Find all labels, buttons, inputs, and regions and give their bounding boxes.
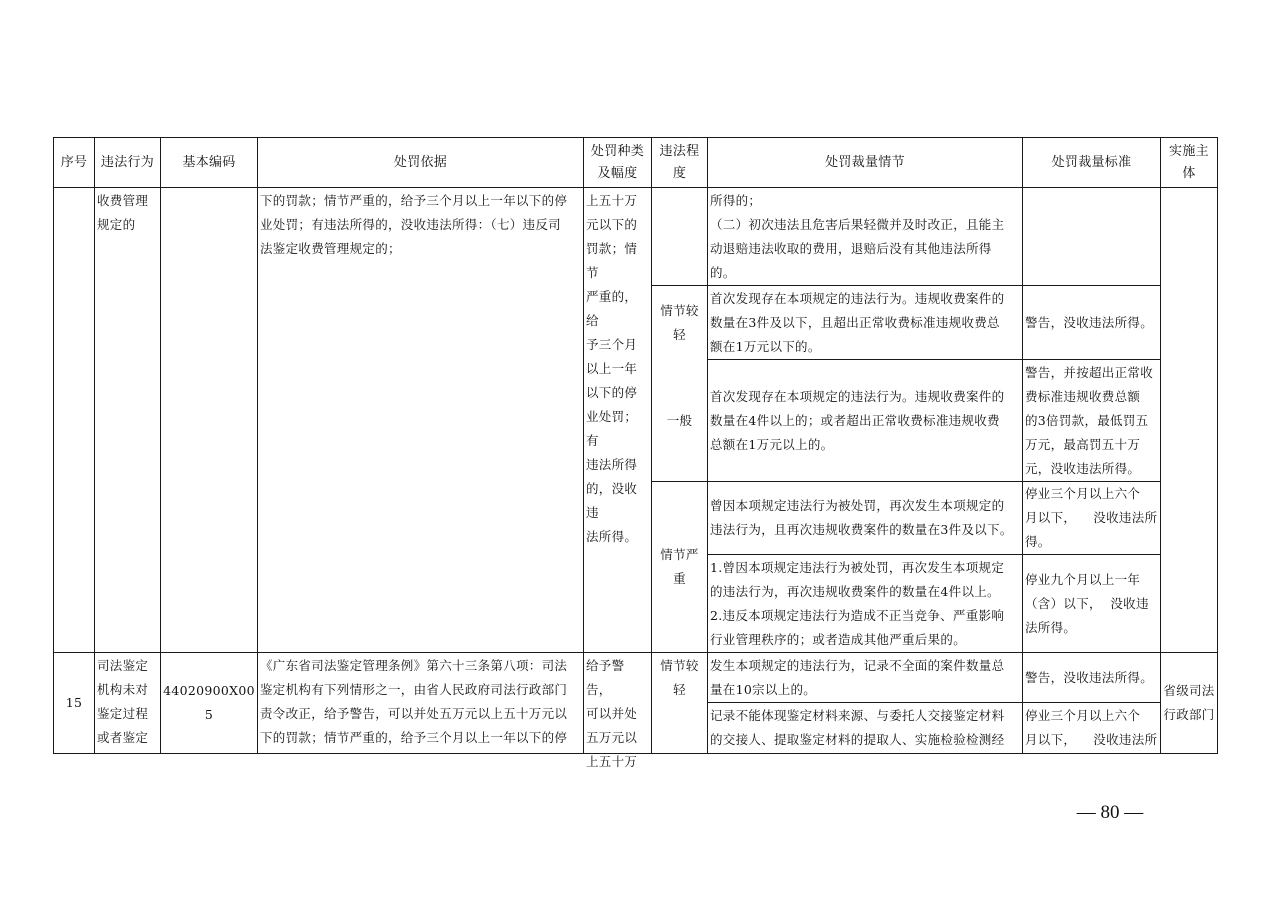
row15-violation: 司法鉴定 机构未对 鉴定过程 或者鉴定	[97, 658, 149, 745]
header-circumstances: 处罚裁量情节	[825, 154, 905, 170]
row15-circumstance-1: 发生本项规定的违法行为，记录不全面的案件数量总 量在10宗以上的。	[710, 658, 1005, 697]
row14-standard-1	[1023, 286, 1160, 359]
page-number: — 80 —	[1076, 802, 1144, 823]
row15-serial	[54, 653, 94, 753]
serial-number: 15	[65, 695, 83, 710]
circumstance-text: 首次发现存在本项规定的违法行为。违规收费案件的 数量在3件及以下，且超出正常收费标准违规收费总 额在1万元以下的。	[710, 290, 1005, 354]
header-standards: 处罚裁量标准	[1051, 154, 1132, 170]
row15-standard-1	[1023, 653, 1160, 702]
degree-label: 情节较 轻	[660, 657, 699, 697]
circumstance-text: 1.曾因本项规定违法行为被处罚，再次发生本项规定 的违法行为，再次违规收费案件的数量在4件以上。 2.违反本项规定违法行为造成不正当竞争、严重影响 行业管理秩序的；或者造成其他严重后果的。	[710, 559, 1005, 647]
row14-circumstance-4	[708, 482, 1022, 554]
standard-text: 警告，没收违法所得。	[1025, 314, 1154, 330]
row14-degree-general	[652, 360, 707, 481]
header-violation: 违法行为	[100, 154, 155, 170]
basic-code: 44020900X005	[163, 683, 255, 722]
degree-label: 情节较 轻	[660, 302, 699, 342]
row15-basis: 《广东省司法鉴定管理条例》第六十三条第八项：司法 鉴定机构有下列情形之一，由省人民政府司法行政部门 责令改正，给予警告，可以并处五万元以上五十万元以 下的罚款；情节严重的，给予三个月以上一年以下的停	[260, 658, 568, 745]
degree-label: 情节严 重	[660, 547, 699, 586]
row14-circumstance-2	[708, 286, 1022, 359]
standard-text: 警告，没收违法所得。	[1025, 669, 1154, 685]
row14-degree-minor	[652, 286, 707, 359]
header-code: 基本编码	[182, 154, 236, 170]
standard-text: 停业三个月以上六个 月以下， 没收违法所 得。	[1025, 486, 1158, 549]
row14-standard-2	[1023, 360, 1160, 481]
row14-violation: 收费管理 规定的	[97, 193, 149, 232]
row15-degree-minor	[652, 653, 707, 702]
header-authority: 实施主体	[1169, 143, 1209, 181]
row15-authority	[1161, 653, 1217, 753]
row14-penalty-range: 上五十万 元以下的 罚款；情节 严重的，给 予三个月 以上一年 以下的停 业处罚；有 违法所得 的，没收违 法所得。	[586, 193, 638, 544]
table-border-right	[1217, 137, 1218, 754]
standard-text: 停业九个月以上一年 （含）以下， 没收违 法所得。	[1025, 571, 1149, 635]
header-penalty-range: 处罚种类 及幅度	[590, 143, 645, 181]
row15-standard-2: 停业三个月以上六个 月以下， 没收违法所	[1025, 708, 1158, 747]
header-serial: 序号	[60, 154, 88, 170]
standard-text: 警告，并按超出正常收 费标准违规收费总额 的3倍罚款，最低罚五 万元，最高罚五十万 元，没收违法所得。	[1025, 364, 1154, 476]
penalty-table	[53, 137, 1218, 769]
row14-basis: 下的罚款；情节严重的，给予三个月以上一年以下的停 业处罚；有违法所得的，没收违法所得：（七）违反司 法鉴定收费管理规定的；	[260, 193, 568, 256]
row14-circumstance-1: 所得的； （二）初次违法且危害后果轻微并及时改正，且能主 动退赔违法收取的费用，退赔后没有其他违法所得 的。	[710, 193, 1005, 280]
degree-label: 一般	[666, 412, 693, 428]
row14-standard-4	[1023, 555, 1160, 652]
header-degree: 违法程 度	[659, 143, 700, 181]
circumstance-text: 首次发现存在本项规定的违法行为。违规收费案件的 数量在4件以上的；或者超出正常收费标准违规收费 总额在1万元以上的。	[710, 388, 1005, 452]
authority-text: 省级司法 行政部门	[1163, 683, 1215, 722]
row14-standard-3	[1023, 482, 1160, 554]
row14-circumstance-3	[708, 360, 1022, 481]
header-basis: 处罚依据	[393, 154, 448, 170]
row15-code	[161, 653, 257, 753]
row14-degree-severe	[652, 482, 707, 652]
row15-circumstance-2: 记录不能体现鉴定材料来源、与委托人交接鉴定材料 的交接人、提取鉴定材料的提取人、实施检验检测经	[710, 708, 1005, 747]
circumstance-text: 曾因本项规定违法行为被处罚，再次发生本项规定的 违法行为，且再次违规收费案件的数量在3件及以下。	[710, 498, 1013, 537]
row14-circumstance-5	[708, 555, 1022, 652]
row15-penalty-range: 给予警告， 可以并处 五万元以 上五十万	[586, 658, 638, 769]
